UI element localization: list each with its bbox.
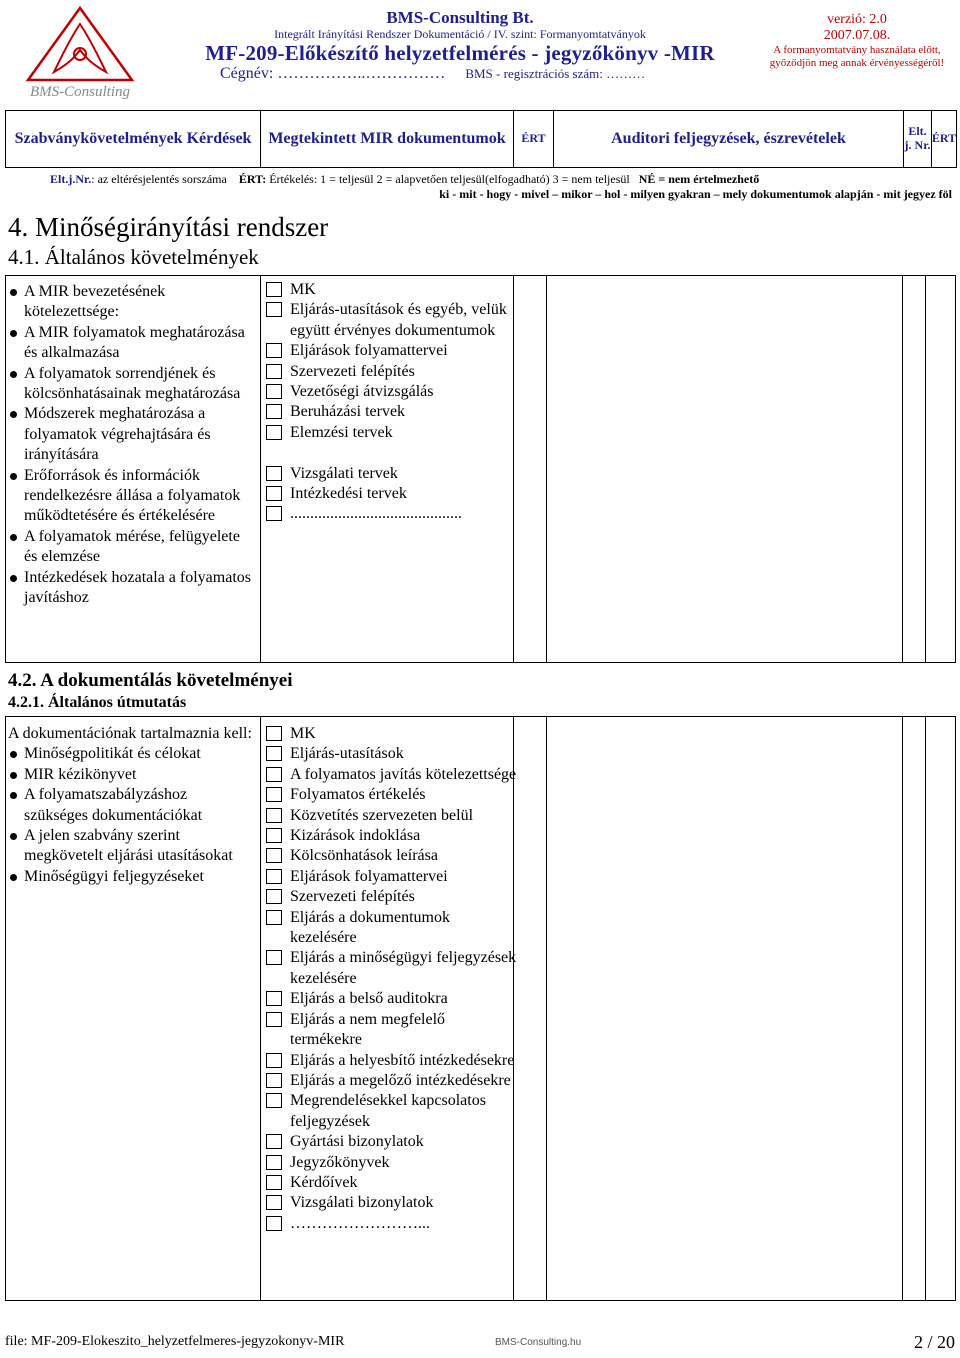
table-border (925, 716, 926, 1301)
document-checkbox-item[interactable]: Eljárás a nem megfelelő termékekre (266, 1010, 518, 1051)
document-header (160, 8, 760, 84)
document-checkbox-item[interactable]: Intézkedési tervek (266, 484, 518, 504)
document-title: MF-209-Előkészítő helyzetfelmérés - jegyzőkönyv -MIR (205, 41, 715, 66)
document-checkbox-item[interactable]: Eljárások folyamattervei (266, 867, 518, 887)
section-title: 4. Minőségirányítási rendszer (8, 212, 329, 242)
table-border (902, 275, 903, 663)
list-item: A folyamatok sorrendjének és kölcsönhatásainak meghatározása (8, 364, 253, 405)
document-checkbox-item[interactable]: Eljárás a helyesbítő intézkedésekre (266, 1051, 518, 1071)
checkbox[interactable] (266, 1216, 282, 1231)
list-item: A jelen szabvány szerint megkövetelt eljárási utasításokat (8, 826, 253, 867)
checkbox[interactable] (266, 364, 282, 379)
table-border (546, 716, 547, 1301)
column-header-notes: Auditori feljegyzések, észrevételek (554, 111, 904, 167)
section-4-2-title: 4.2. A dokumentálás követelményei (8, 670, 293, 691)
svg-text:BMS-Consulting: BMS-Consulting (30, 84, 130, 100)
requirements-cell (8, 282, 253, 609)
documents-cell (266, 280, 518, 525)
document-checkbox-item[interactable]: Kölcsönhatások leírása (266, 846, 518, 866)
checkbox[interactable] (266, 991, 282, 1006)
checkbox[interactable] (266, 889, 282, 904)
document-checkbox-item[interactable]: A folyamatos javítás kötelezettsége (266, 765, 518, 785)
document-checkbox-item[interactable]: Szervezeti felépítés (266, 887, 518, 907)
checkbox[interactable] (266, 767, 282, 782)
checkbox[interactable] (266, 486, 282, 501)
version-block (762, 12, 952, 69)
table-header (5, 110, 957, 168)
document-checkbox-item[interactable]: MK (266, 280, 518, 300)
table-border (925, 275, 926, 663)
subsection-title: 4.1. Általános követelmények (8, 245, 259, 269)
requirements-intro: A dokumentációnak tartalmaznia kell: (8, 725, 252, 742)
table-border (260, 275, 261, 663)
checkbox[interactable] (266, 746, 282, 761)
version-date: 2007.07.08. (823, 28, 891, 44)
table-border (5, 1300, 956, 1301)
table-border (955, 716, 956, 1301)
document-checkbox-item[interactable]: Közvetítés szervezeten belül (266, 806, 518, 826)
company-name-line: Cégnév: ……………..…………… BMS - regisztrációs szám: ……… (220, 65, 646, 83)
version: verzió: 2.0 (827, 12, 887, 27)
column-header-requirements: Szabványkövetelmények Kérdések (6, 111, 261, 167)
checkbox[interactable] (266, 950, 282, 965)
table-border (546, 275, 547, 663)
checkbox[interactable] (266, 848, 282, 863)
document-checkbox-item[interactable]: Elemzési tervek (266, 423, 518, 443)
validity-notice: A formanyomtatvány használata előtt, győződjön meg annak érvényességéről! (769, 44, 945, 69)
documents-cell (266, 724, 518, 1234)
list-item: A MIR folyamatok meghatározása és alkalmazása (8, 323, 253, 364)
checkbox[interactable] (266, 787, 282, 802)
document-subtitle: Integrált Irányítási Rendszer Dokumentáció / IV. szint: Formanyomtatványok (274, 26, 646, 41)
column-header-rating: ÉRT (514, 111, 554, 167)
document-checkbox-item[interactable]: Kérdőívek (266, 1173, 518, 1193)
checkbox[interactable] (266, 828, 282, 843)
document-checkbox-item[interactable]: Eljárások folyamattervei (266, 341, 518, 361)
document-checkbox-item[interactable]: Vizsgálati tervek (266, 464, 518, 484)
checkbox[interactable] (266, 466, 282, 481)
list-item: Erőforrások és információk rendelkezésre állása a folyamatok működtetésére és értékelésére (8, 466, 253, 527)
document-checkbox-item[interactable]: Eljárás-utasítások (266, 744, 518, 764)
footer-brand: BMS-Consulting.hu (495, 1337, 582, 1348)
requirements-cell (8, 724, 253, 887)
table-border (5, 275, 6, 663)
legend-line: Elt.j.Nr.: az eltérésjelentés sorszáma ÉRT: Értékelés: 1 = teljesül 2 = alapvetően teljesül(elfogadható) 3 = nem teljesül NÉ = nem értelmezhető (50, 172, 760, 186)
document-checkbox-item[interactable]: Megrendelésekkel kapcsolatos feljegyzések (266, 1091, 518, 1132)
checkbox[interactable] (266, 1012, 282, 1027)
document-checkbox-item[interactable]: Eljárás a dokumentumok kezelésére (266, 908, 518, 949)
checkbox[interactable] (266, 506, 282, 521)
checkbox[interactable] (266, 302, 282, 317)
checkbox[interactable] (266, 1195, 282, 1210)
list-item: Minőségpolitikát és célokat (8, 744, 253, 764)
list-item: A MIR bevezetésének kötelezettsége: (8, 282, 253, 323)
checkbox[interactable] (266, 808, 282, 823)
document-checkbox-item[interactable]: Eljárás a minőségügyi feljegyzések kezelésére (266, 948, 518, 989)
checkbox[interactable] (266, 1175, 282, 1190)
list-item: Minőségügyi feljegyzéseket (8, 867, 253, 887)
checkbox[interactable] (266, 1134, 282, 1149)
document-checkbox-item[interactable]: Eljárás a belső auditokra (266, 989, 518, 1009)
checkbox[interactable] (266, 282, 282, 297)
registration-line: BMS - regisztrációs szám: ……… (465, 66, 646, 82)
checkbox[interactable] (266, 1073, 282, 1088)
document-checkbox-item[interactable]: Gyártási bizonylatok (266, 1132, 518, 1152)
table-border (5, 716, 956, 717)
table-border (5, 662, 956, 663)
document-checkbox-item[interactable]: Beruházási tervek (266, 402, 518, 422)
checkbox[interactable] (266, 404, 282, 419)
table-border (5, 275, 956, 276)
checkbox[interactable] (266, 425, 282, 440)
list-item: Intézkedések hozatala a folyamatos javításhoz (8, 568, 253, 609)
document-checkbox-item[interactable]: Eljárás a megelőző intézkedésekre (266, 1071, 518, 1091)
checkbox[interactable] (266, 1155, 282, 1170)
column-header-deviation-no: Elt. j. Nr. (904, 111, 932, 167)
document-checkbox-item[interactable]: Vezetőségi átvizsgálás (266, 382, 518, 402)
table-border (955, 275, 956, 663)
table-border (260, 716, 261, 1301)
table-border (902, 716, 903, 1301)
page-number: 2 / 20 (913, 1332, 955, 1352)
list-item: A folyamatok mérése, felügyelete és elemzése (8, 527, 253, 568)
list-item: Módszerek meghatározása a folyamatok végrehajtására és irányítására (8, 404, 253, 465)
footer-filename: file: MF-209-Elokeszito_helyzetfelmeres-jegyzokonyv-MIR (5, 1334, 345, 1349)
checkbox[interactable] (266, 384, 282, 399)
checkbox[interactable] (266, 726, 282, 741)
document-checkbox-item[interactable]: Jegyzőkönyvek (266, 1153, 518, 1173)
checkbox[interactable] (266, 869, 282, 884)
document-checkbox-item[interactable]: Kizárások indoklása (266, 826, 518, 846)
document-checkbox-item[interactable]: Folyamatos értékelés (266, 785, 518, 805)
checkbox[interactable] (266, 910, 282, 925)
table-border (5, 716, 6, 1301)
document-checkbox-item[interactable]: Szervezeti felépítés (266, 362, 518, 382)
list-item: A folyamatszabályzáshoz szükséges dokumentációkat (8, 785, 253, 826)
document-checkbox-item[interactable]: Eljárás-utasítások és egyéb, velük együtt érvényes dokumentumok (266, 300, 518, 341)
spacer (266, 443, 518, 463)
section-4-2-1-title: 4.2.1. Általános útmutatás (8, 694, 187, 711)
company-name: BMS-Consulting Bt. (386, 8, 534, 27)
checkbox[interactable] (266, 343, 282, 358)
column-header-rating-2: ÉRT (931, 131, 957, 146)
checkbox[interactable] (266, 1053, 282, 1068)
list-item: MIR kézikönyvet (8, 765, 253, 785)
document-checkbox-item[interactable]: ........................................... (266, 504, 518, 524)
document-checkbox-item[interactable]: MK (266, 724, 518, 744)
column-header-documents: Megtekintett MIR dokumentumok (261, 111, 514, 167)
document-checkbox-item[interactable]: Vizsgálati bizonylatok (266, 1193, 518, 1213)
legend-notes-guide: ki - mit - hogy - mivel – mikor – hol - milyen gyakran – mely dokumentumok alapján - mit jegyez föl (439, 187, 952, 201)
company-logo (10, 2, 150, 102)
checkbox[interactable] (266, 1093, 282, 1108)
document-checkbox-item[interactable]: ……………………... (266, 1214, 518, 1234)
